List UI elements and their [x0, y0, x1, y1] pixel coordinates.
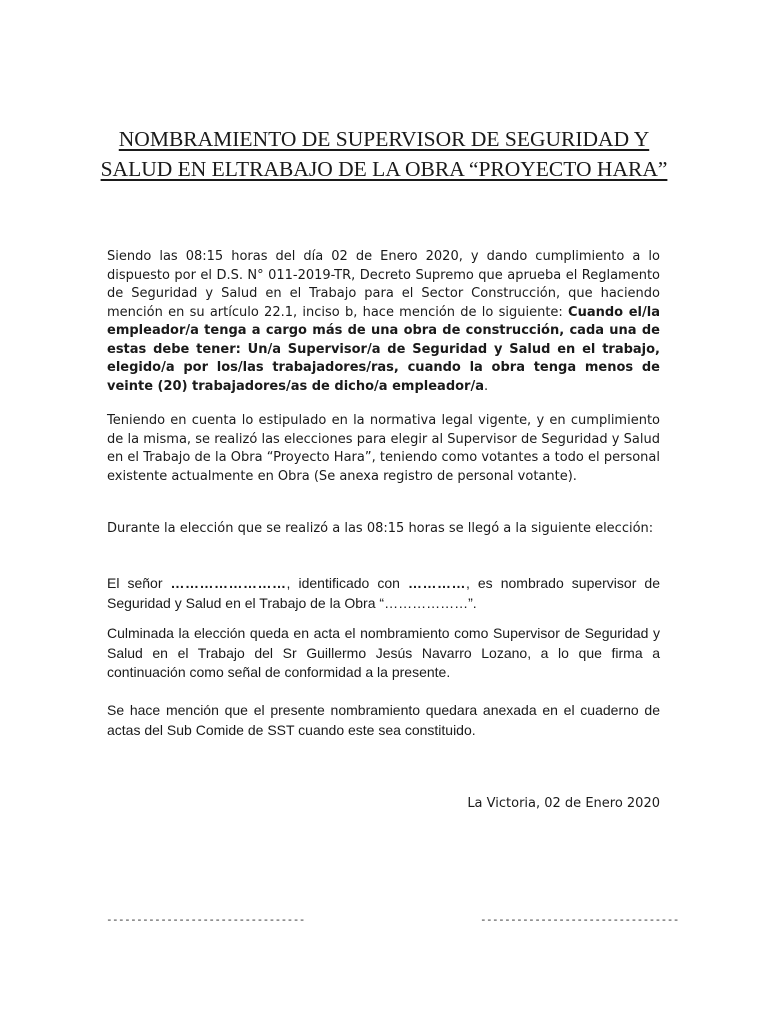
paragraph-intro-bold: Cuando el/la empleador/a tenga a cargo más de una obra de construcción, cada una de estas debe tener: Un/a Supervisor/a de Seguridad y Salud en el trabajo, elegido/a por los/las trabajadores/ras, cuando la obra tenga menos de veinte (20) trabajadores/as de dicho/a empleador/a [107, 304, 660, 394]
name-blank: …………………… [170, 575, 287, 591]
signature-line-left: --------------------------------- [106, 913, 305, 926]
paragraph-intro [107, 248, 660, 396]
appointment-text-c: , es nombrado supervisor de Seguridad y Salud en el Trabajo de la Obra “ [107, 575, 660, 611]
document-title: NOMBRAMIENTO DE SUPERVISOR DE SEGURIDAD Y SALUD EN ELTRABAJO DE LA OBRA “PROYECTO HARA” [100, 127, 668, 181]
appointment-text-b: , identificado con [286, 575, 408, 591]
paragraph-intro-end: . [483, 378, 489, 394]
appointment-text-a: El señor [107, 575, 171, 591]
paragraph-annex-note: Se hace mención que el presente nombramiento quedara anexada en el cuaderno de actas del Sub Comide de SST cuando este sea constituido. [107, 702, 660, 738]
signature-line-right: --------------------------------- [480, 913, 679, 926]
project-blank: ……………… [384, 594, 469, 611]
paragraph-intro-text: Siendo las 08:15 horas del día 02 de Enero 2020, y dando cumplimiento a lo dispuesto por el D.S. N° 011-2019-TR, Decreto Supremo que aprueba el Reglamento de Seguridad y Salud en el Trabajo para el Sector Construcción, que haciendo mención en su artículo 22.1, inciso b, hace mención de lo siguiente: [107, 249, 660, 320]
place-and-date: La Victoria, 02 de Enero 2020 [467, 796, 660, 811]
paragraph-conclusion: Culminada la elección queda en acta el nombramiento como Supervisor de Seguridad y Salud en el Trabajo del Sr Guillermo Jesús Navarro Lozano, a lo que firma a continuación como señal de conformidad a la presente. [107, 625, 660, 680]
appointment-text-d: ”. [468, 594, 477, 611]
paragraph-appointment [107, 574, 660, 613]
paragraph-election-time: Durante la elección que se realizó a las 08:15 horas se llegó a la siguiente elección: [107, 521, 654, 536]
paragraph-elections: Teniendo en cuenta lo estipulado en la normativa legal vigente, y en cumplimiento de la misma, se realizó las elecciones para elegir al Supervisor de Seguridad y Salud en el Trabajo de la Obra “Proyecto Hara”, teniendo como votantes a todo el personal existente actualmente en Obra (Se anexa registro de personal votante). [107, 413, 660, 484]
id-blank: ………… [407, 575, 466, 591]
